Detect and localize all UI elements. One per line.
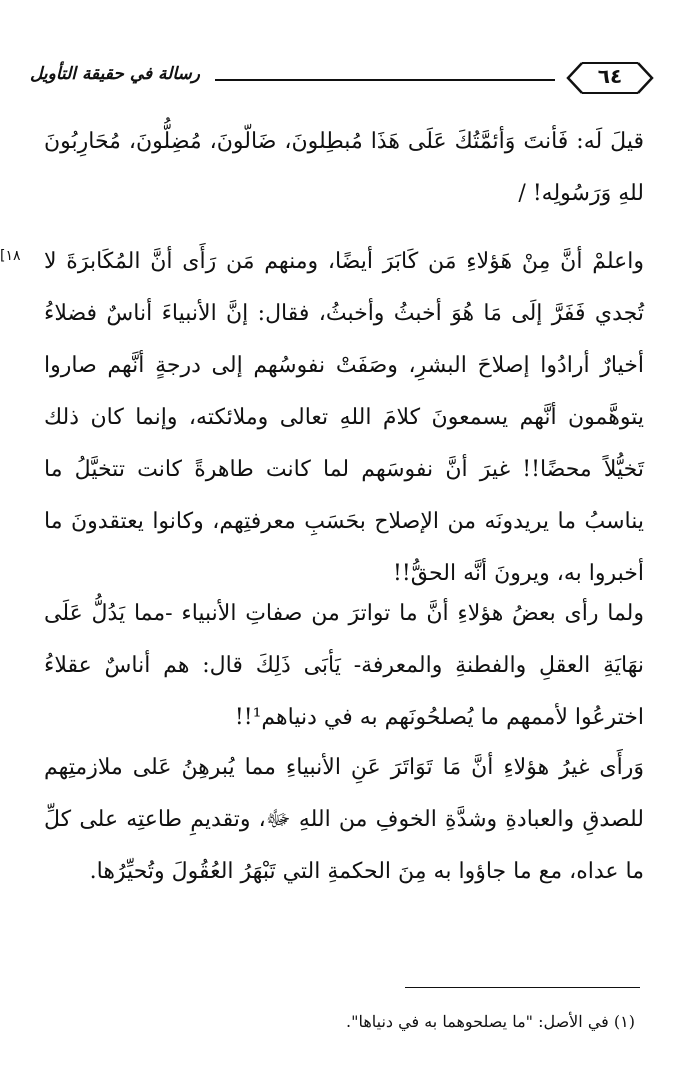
paragraph-4: وَرأَى غيرُ هؤلاءِ أنَّ مَا تَوَاتَرَ عَنِ الأنبياءِ مما يُبرهِنُ عَلى ملازمتِهم للصدقِ والعبادةِ وشدَّةِ الخوفِ من اللهِ ﷻ، وتقديمِ طاعتِه على كلِّ ما عداه، مع ما جاؤوا به مِنَ الحكمةِ التي تَبْهَرُ العُقُولَ وتُحيِّرُها. xyxy=(44,755,644,884)
running-title: رسالة في حقيقة التأويل xyxy=(30,64,200,84)
paragraph-1: قيلَ لَه: فَأنتَ وَأئمَّتُكَ عَلَى هَذَا مُبطِلونَ، ضَالّونَ، مُضِلُّونَ، مُحَارِبُونَ للهِ وَرَسُولِه! / xyxy=(44,129,644,206)
header-rule xyxy=(215,79,555,81)
page-number-frame xyxy=(560,60,660,96)
footnote-rule xyxy=(405,987,640,988)
paragraph-2: واعلمْ أنَّ مِنْ هَؤلاءِ مَن كَابَرَ أيضًا، ومنهم مَن رَأَى أنَّ المُكَابرَةَ لا تُجدي فَفَرَّ إلَى مَا هُوَ أخبثُ وأخبثُ، فقال: إنَّ الأنبياءَ أناسٌ فضلاءُ أخيارٌ أرادُوا إصلاحَ البشرِ، وصَفَتْ نفوسُهم إلى درجةٍ أنَّهم صاروا يتوهَّمون أنَّهم يسمعونَ كلامَ اللهِ تعالى وملائكته، وإنما كان ذلك تَخيُّلاً محضًا!! غيرَ أنَّ نفوسَهم لما كانت طاهرةً كانت تتخيَّلُ ما يناسبُ ما يريدونَه من الإصلاح بحَسَبِ معرفتِهم، وكانوا يعتقدونَ ما أخبروا به، ويرونَ أنَّه الحقُّ!! xyxy=(44,249,644,586)
margin-reference: [١٨ xyxy=(0,248,21,264)
footnote: (١) في الأصل: "ما يصلحوهما به في دنياها". xyxy=(346,1012,635,1031)
page-number: ٦٤ xyxy=(597,64,623,88)
paragraph-3: ولما رأى بعضُ هؤلاءِ أنَّ ما تواترَ من صفاتِ الأنبياء -مما يَدُلُّ عَلَى نهَايَةِ العقلِ والفطنةِ والمعرفة- يَأبَى ذَلِكَ قال: هم أناسٌ عقلاءُ اخترعُوا لأممهم ما يُصلحُونَهم به في دنياهم¹!! xyxy=(44,601,644,730)
